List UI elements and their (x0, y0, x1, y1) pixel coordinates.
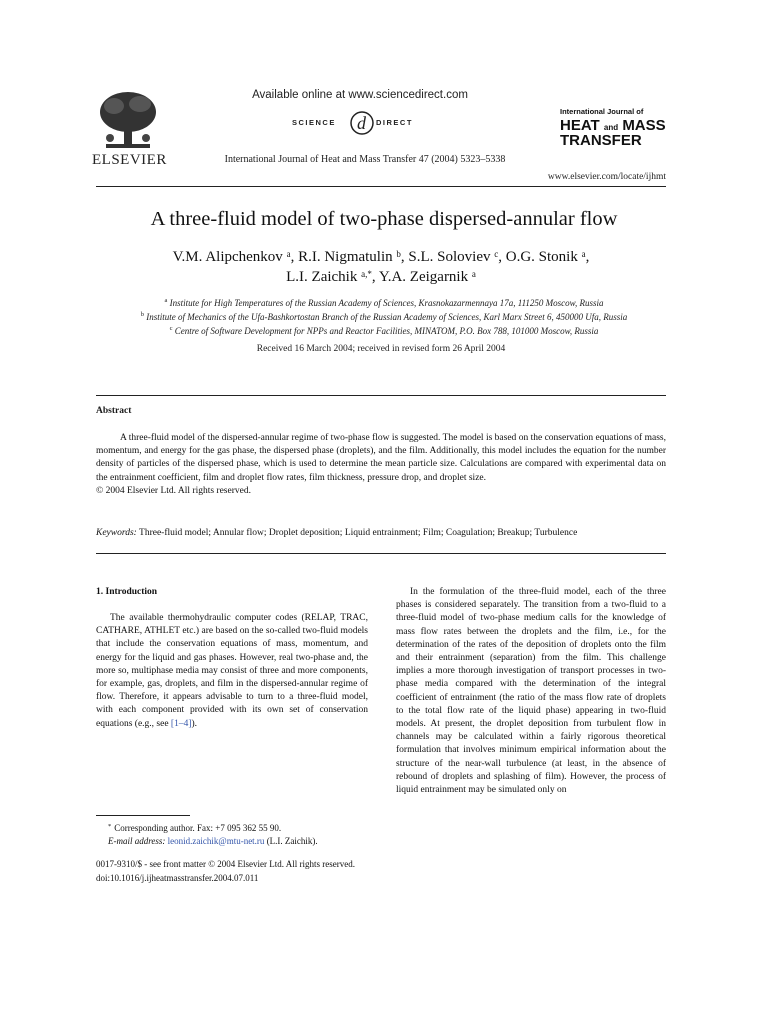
elsevier-wordmark: ELSEVIER (92, 152, 167, 168)
doi-link[interactable]: doi:10.1016/j.ijheatmasstransfer.2004.07.011 (96, 873, 259, 883)
author[interactable] (379, 269, 476, 285)
issn-line: 0017-9310/$ - see front matter © 2004 Elsevier Ltd. All rights reserved. (96, 859, 356, 869)
sciencedirect-d-icon (348, 107, 376, 137)
footnote-corresponding-text: Corresponding author. Fax: +7 095 362 55 90. (114, 823, 282, 833)
intro-paragraph (96, 612, 368, 731)
affiliation-text: Centre of Software Development for NPPs and Reactor Facilities, MINATOM, P.O. Box 788, 101000 Moscow, Russia (174, 326, 599, 336)
footnote (96, 822, 376, 847)
journal-logo-line1: International Journal of (560, 107, 644, 116)
journal-logo-heat: HEAT (560, 116, 600, 134)
affiliation (60, 296, 708, 310)
author-name: O.G. Stonik (505, 249, 578, 265)
author[interactable] (286, 269, 372, 285)
sd-logo-direct: DIRECT (376, 118, 413, 127)
author-name: R.I. Nigmatulin (298, 249, 393, 265)
citation-link[interactable]: [1–4] (170, 718, 192, 729)
author-name: V.M. Alipchenkov (172, 249, 283, 265)
email-label: E-mail address: (108, 835, 166, 846)
received-dates: Received 16 March 2004; received in revised form 26 April 2004 (256, 344, 506, 354)
intro-text: The available thermohydraulic computer codes (RELAP, TRAC, CATHARE, ATHLET etc.) are based on the so-called two-fluid models that include the conservation equations of mass, momentum, and energy for the liquid and gas phases. However, real two-phase and, the more so, multiphase media may consist of three and more components, for example, gas, droplets, and film in the dispersed-annular regime of flow. Therefore, it appears advisable to turn to a three-fluid model, with each component provided with its own set of conservation equations (e.g., see (96, 613, 368, 729)
affiliation-sup: b (140, 311, 145, 318)
header-divider (96, 186, 666, 187)
author[interactable] (408, 249, 498, 265)
sd-logo-science: SCIENCE (292, 118, 336, 127)
author-affil-sup: a,* (361, 269, 372, 279)
author[interactable] (298, 249, 401, 265)
elsevier-tree-icon (96, 90, 160, 152)
abstract-copyright: © 2004 Elsevier Ltd. All rights reserved. (96, 485, 251, 496)
keywords (96, 528, 666, 538)
abstract-bottom-divider (96, 553, 666, 554)
author[interactable] (173, 249, 291, 265)
abstract-top-divider (96, 395, 666, 396)
email-owner: (L.I. Zaichik). (266, 835, 318, 846)
footnote-divider (96, 815, 190, 816)
journal-logo-and: and (603, 122, 619, 132)
author-name: L.I. Zaichik (286, 269, 358, 285)
keywords-list: Three-fluid model; Annular flow; Droplet deposition; Liquid entrainment; Film; Coagulation; Breakup; Turbulence (139, 528, 578, 538)
elsevier-logo (92, 90, 167, 170)
right-column-paragraph: In the formulation of the three-fluid model, each of the three phases is considered separately. The transition from a two-fluid to a three-fluid model of two-phase medium calls for the knowledge of mass flow rates between the droplets and the film, i.e., for the determination of the rates of the deposition of droplets onto the film and their entrainment (separation) from the film. This challenge implies a more thorough investigation of transport processes in two-phase media compared with the determination of the integral coefficient of entrainment (the ratio of the mass flow rate of droplets to the total flow rate of the liquid phase) appearing in two-fluid models. At present, the droplet deposition from turbulent flow in channels may be calculated within a fairly rigorous theoretical formulation that involves minimum empirical information about the structure of the near-wall turbulence (at least, in the absence of rebound of droplets and splashing of film). However, the process of liquid entrainment may be simulated only on (396, 587, 666, 796)
author-name: Y.A. Zeigarnik (378, 269, 469, 285)
section-heading-introduction: 1. Introduction (96, 587, 158, 597)
abstract-heading: Abstract (96, 406, 132, 416)
author-affil-sup: a (471, 269, 476, 279)
author-affil-sup: a (286, 249, 291, 259)
sciencedirect-logo (292, 107, 432, 137)
article-title: A three-fluid model of two-phase dispersed-annular flow (150, 208, 618, 230)
author[interactable] (506, 249, 586, 265)
abstract-text: A three-fluid model of the dispersed-annular regime of two-phase flow is suggested. The model is based on the conservation equations of mass, momentum, and energy for the gas phase, the dispersed phase (droplets), and the film. Additionally, this model includes the equation for the number density of particles of the dispersed phase, which is used to determine the mean particle size. Calculations are compared with experimental data on the entrainment coefficient, film and droplet flow rates, film thickness, pressure drop, and droplet size. (96, 433, 666, 483)
intro-text-end: ). (191, 718, 198, 729)
author-affil-sup: b (396, 249, 401, 259)
author-name: S.L. Soloviev (408, 249, 491, 265)
author-affil-sup: c (494, 249, 499, 259)
affiliation-sup: a (164, 297, 168, 304)
affiliation-text: Institute for High Temperatures of the Russian Academy of Sciences, Krasnokazarmennaya 17a, 111250 Moscow, Russia (169, 298, 604, 308)
footnote-email-line (96, 835, 376, 848)
author-affil-sup: a (581, 249, 586, 259)
journal-logo-line3: TRANSFER (560, 131, 642, 149)
journal-logo-line2 (560, 118, 680, 133)
footnote-star: * (108, 823, 112, 830)
available-online-text: Available online at www.sciencedirect.com (252, 89, 468, 101)
affiliation-sup: c (169, 325, 173, 332)
affiliation-text: Institute of Mechanics of the Ufa-Bashkortostan Branch of the Russian Academy of Sciences, Karl Marx Street 6, 450000 Ufa, Russia (146, 312, 628, 322)
email-link[interactable]: leonid.zaichik@mtu-net.ru (167, 835, 265, 846)
affiliation (60, 324, 708, 338)
svg-text:d: d (357, 113, 366, 133)
journal-logo-mass: MASS (622, 116, 666, 134)
footnote-corresponding (96, 822, 376, 835)
journal-citation: International Journal of Heat and Mass Transfer 47 (2004) 5323–5338 (224, 154, 506, 165)
author-list: V.M. Alipchenkov $^a$, R.I. Nigmatulin $^b$, S.L. Soloviev $^c$, O.G. Stonik $^a$, L.I. Zaichik $^{a,*}$, Y.A. Zeigarnik $^a$ (172, 249, 590, 285)
journal-logo (560, 108, 680, 148)
affiliation-list (60, 296, 708, 338)
keywords-label: Keywords: (96, 528, 137, 538)
abstract-body (96, 432, 666, 498)
affiliation (60, 310, 708, 324)
journal-url-link[interactable]: www.elsevier.com/locate/ijhmt (547, 172, 666, 182)
